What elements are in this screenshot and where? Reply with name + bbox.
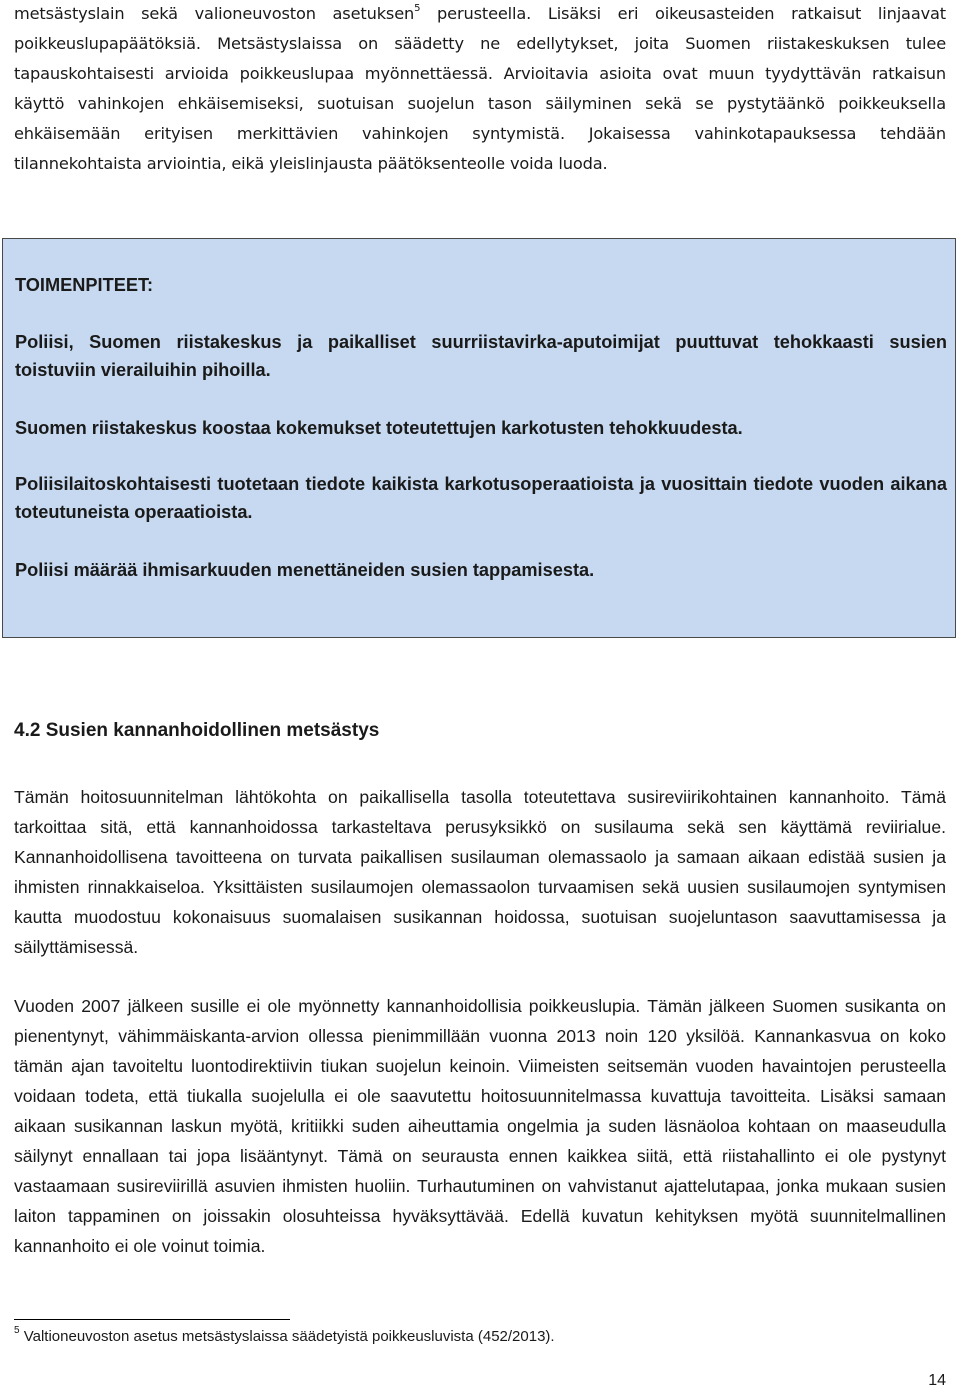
measure-item: Poliisi määrää ihmisarkuuden menettäneiden susien tappamisesta. — [15, 560, 595, 580]
measures-title: TOIMENPITEET: — [15, 275, 154, 295]
footnote-reference[interactable]: 5 — [414, 3, 421, 14]
intro-text-rest: perusteella. Lisäksi eri oikeusasteiden ratkaisut linjaavat poikkeuslupapäätöksiä. Metsästyslaissa on säädetty ne edellytykset, joita Suomen riistakeskuksen tulee tapauskohtaisesti arvioida poikkeuslupaa myönnettäessä. Arvioitavia asioita ovat muun tyydyttävän ratkaisun käyttö vahinkojen ehkäisemiseksi, suotuisan suojelun tason säilyminen sekä se pystytäänkö poikkeuksella ehkäisemään erityisen merkittävien vahinkojen syntymistä. Jokaisessa vahinkotapauksessa tehdään tilannekohtaista arviointia, eikä yleislinjausta päätöksenteolle voida luoda. — [14, 4, 946, 173]
intro-paragraph — [14, 0, 946, 179]
footnote-number: 5 — [14, 1325, 20, 1336]
body-paragraph: Vuoden 2007 jälkeen susille ei ole myönnetty kannanhoidollisia poikkeuslupia. Tämän jälkeen Suomen susikanta on pienentynyt, vähimmäiskanta-arvion ollessa pienimmillään vuonna 2013 noin 120 yksilöä. Kannankasvua on koko tämän ajan tavoiteltu luontodirektiivin tiukan suojelun keinoin. Viimeisten seitsemän vuoden havaintojen perusteella voidaan todeta, että tiukalla suojelulla ei ole saavutettu hoitosuunnitelmassa kuvattuja tavoitteita. Lisäksi samaan aikaan susikannan laskun myötä, kritiikki suden aiheuttamia ongelmia ja suden läsnäoloa kohtaan on maaseudulla säilynyt ennallaan tai jopa lisääntynyt. Tämä on seurausta ennen kaikkea siitä, että riistahallinto ei ole pystynyt vastaamaan susireviirillä asuvien ihmisten huoliin. Turhautuminen on vahvistanut ajattelutapaa, jonka mukaan susien laiton tappaminen on joissakin olosuhteissa hyväksyttävää. Edellä kuvatun kehityksen myötä suunnitelmallinen kannanhoito ei ole voinut toimia. — [14, 996, 946, 1256]
body-paragraph: Tämän hoitosuunnitelman lähtökohta on paikallisella tasolla toteutettava susireviirikohtainen kannanhoito. Tämä tarkoittaa sitä, että kannanhoidossa tarkasteltava perusyksikkö on susilauma sekä sen käyttämä reviirialue. Kannanhoidollisena tavoitteena on turvata paikallisen susilauman olemassaolo ja samaan aikaan edistää susien ja ihmisten rinnakkaiseloa. Yksittäisten susilaumojen olemassaolon turvaamisen sekä uusien susilaumojen syntymisen kautta muodostuu kokonaisuus suomalaisen susikannan hoidossa, suotuisan suojeluntason saavuttamisessa ja säilyttämisessä. — [14, 787, 946, 957]
measure-item: Poliisilaitoskohtaisesti tuotetaan tiedote kaikista karkotusoperaatioista ja vuosittain tiedote vuoden aikana toteutuneista operaatioista. — [15, 474, 947, 522]
footnote-text: Valtioneuvoston asetus metsästyslaissa säädetyistä poikkeusluvista (452/2013). — [23, 1328, 555, 1345]
section-heading: 4.2 Susien kannanhoidollinen metsästys — [14, 720, 380, 741]
measure-item: Suomen riistakeskus koostaa kokemukset toteutettujen karkotusten tehokkuudesta. — [15, 418, 743, 438]
footnote — [14, 1325, 555, 1345]
measure-item: Poliisi, Suomen riistakeskus ja paikalliset suurriistavirka-aputoimijat puuttuvat tehokkaasti susien toistuviin vierailuihin pihoilla. — [15, 332, 947, 380]
measures-box — [2, 238, 956, 638]
intro-text-start: metsästyslain sekä valioneuvoston asetuksen — [14, 4, 415, 23]
page-number: 14 — [928, 1372, 946, 1389]
footnote-divider — [14, 1319, 290, 1320]
